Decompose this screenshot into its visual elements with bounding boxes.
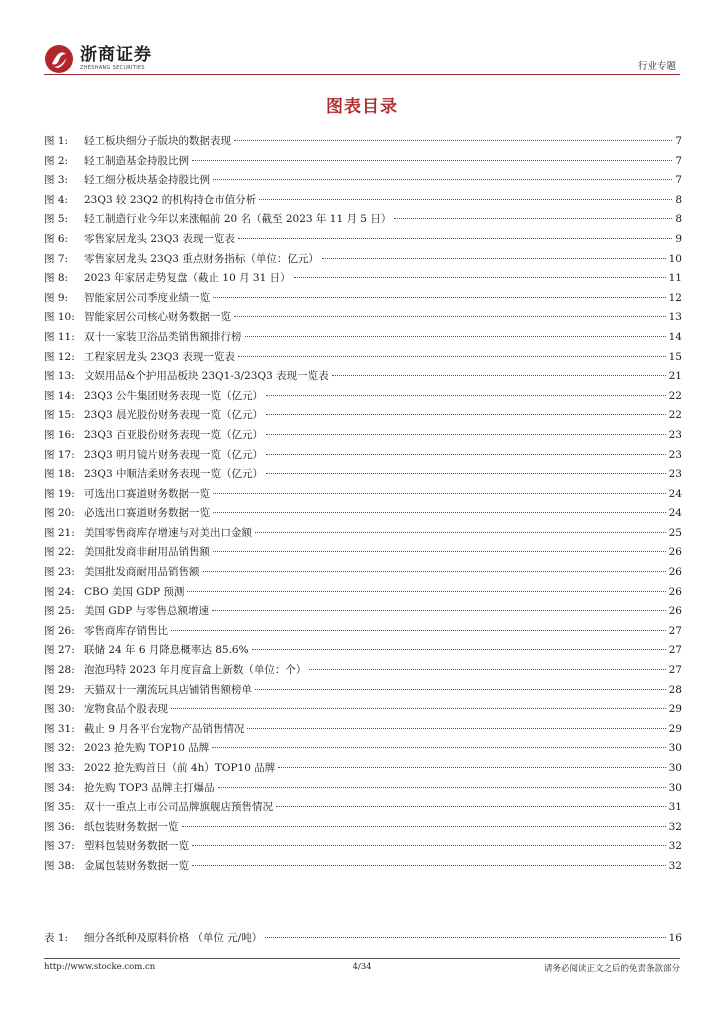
figure-page-number: 27 [668, 644, 682, 657]
figure-title: 零售商库存销售比 [84, 624, 168, 637]
table-title: 细分各纸种及原料价格 （单位 元/吨） [84, 932, 263, 944]
dot-leader [234, 316, 666, 317]
figure-title: 23Q3 百亚股份财务表现一览（亿元） [84, 428, 263, 441]
figure-entry[interactable] [44, 701, 682, 721]
figure-entry[interactable] [44, 819, 682, 839]
figure-title: 美国批发商耐用品销售额 [84, 566, 200, 579]
logo-english-name: ZHESHANG SECURITIES [80, 65, 145, 71]
dot-leader [192, 160, 672, 161]
table-entry[interactable] [44, 930, 682, 950]
dot-leader [212, 610, 666, 611]
figure-page-number: 27 [668, 624, 682, 637]
page-number: 4/34 [352, 962, 372, 972]
figure-page-number: 27 [668, 664, 682, 677]
figure-label: 图 14: [44, 389, 75, 402]
figure-title: 截止 9 月各平台宠物产品销售情况 [84, 722, 245, 735]
figure-title: 23Q3 晨光股份财务表现一览（亿元） [84, 409, 263, 422]
figure-page-number: 9 [675, 232, 682, 245]
figure-entry[interactable] [44, 721, 682, 741]
figure-title: 可选出口赛道财务数据一览 [84, 487, 210, 500]
figure-entry[interactable] [44, 427, 682, 447]
figure-label: 图 20: [44, 507, 75, 520]
figure-entry[interactable] [44, 447, 682, 467]
dot-leader [192, 865, 666, 866]
dot-leader [203, 571, 666, 572]
figure-label: 图 27: [44, 644, 75, 657]
figure-page-number: 23 [668, 448, 682, 461]
dot-leader [213, 179, 672, 180]
figure-page-number: 7 [675, 135, 682, 147]
figure-entry[interactable] [44, 153, 682, 173]
figure-label: 图 30: [44, 703, 75, 716]
figure-page-number: 23 [668, 468, 682, 481]
logo-chinese-name: 浙商证券 [80, 45, 152, 65]
figure-entry[interactable] [44, 760, 682, 780]
figure-title: 塑料包装财务数据一览 [84, 840, 189, 853]
figure-label: 图 17: [44, 448, 75, 461]
figure-label: 图 13: [44, 370, 75, 383]
figure-label: 图 12: [44, 350, 75, 363]
table-list [44, 930, 682, 950]
figure-entry[interactable] [44, 564, 682, 584]
figure-title: 天猫双十一潮流玩具店铺销售额榜单 [84, 683, 252, 696]
figure-label: 图 29: [44, 683, 75, 696]
figure-title: 双十一重点上市公司品牌旗舰店预售情况 [84, 801, 273, 814]
page-title: 图表目录 [326, 97, 398, 117]
figure-page-number: 26 [668, 546, 682, 559]
figure-title: 双十一家装卫浴品类销售额排行榜 [84, 330, 242, 343]
figure-entry[interactable] [44, 662, 682, 682]
dot-leader [238, 238, 672, 239]
figure-title: 美国批发商非耐用品销售额 [84, 546, 210, 559]
figure-entry[interactable] [44, 466, 682, 486]
figure-title: 轻工制造基金持股比例 [84, 154, 189, 167]
figure-label: 图 38: [44, 859, 75, 872]
figure-page-number: 30 [668, 781, 682, 794]
dot-leader [247, 728, 665, 729]
figure-entry[interactable] [44, 525, 682, 545]
figure-label: 图 34: [44, 781, 75, 794]
figure-page-number: 11 [668, 272, 682, 285]
figure-entry[interactable] [44, 642, 682, 662]
table-page-number: 16 [668, 932, 682, 944]
dot-leader [213, 512, 666, 513]
figure-entry[interactable] [44, 407, 682, 427]
figure-label: 图 36: [44, 820, 75, 833]
footer-divider [44, 958, 680, 959]
table-label: 表 1: [44, 932, 69, 944]
figure-page-number: 26 [668, 566, 682, 579]
figure-title: 轻工板块细分子版块的数据表现 [84, 135, 231, 147]
dot-leader [278, 767, 665, 768]
dot-leader [265, 937, 665, 938]
figure-label: 图 18: [44, 468, 75, 481]
figure-entry[interactable] [44, 349, 682, 369]
figure-label: 图 28: [44, 664, 75, 677]
figure-title: 美国零售商库存增速与对美出口金额 [84, 526, 252, 539]
dot-leader [238, 356, 666, 357]
figure-label: 图 6: [44, 232, 69, 245]
figure-label: 图 9: [44, 291, 69, 304]
figure-label: 图 7: [44, 252, 69, 265]
company-logo [44, 44, 152, 74]
zheshang-logo-icon [44, 44, 74, 74]
dot-leader [266, 473, 666, 474]
figure-page-number: 23 [668, 428, 682, 441]
dot-leader [255, 689, 666, 690]
dot-leader [276, 806, 666, 807]
figure-title: 抢先购 TOP3 品牌主打爆品 [84, 781, 215, 794]
figure-page-number: 7 [675, 174, 682, 187]
figure-title: 必选出口赛道财务数据一览 [84, 507, 210, 520]
figure-title: 轻工细分板块基金持股比例 [84, 174, 210, 187]
figure-entry[interactable] [44, 270, 682, 290]
figure-label: 图 16: [44, 428, 75, 441]
figure-label: 图 33: [44, 762, 75, 774]
figure-entry[interactable] [44, 682, 682, 702]
figure-label: 图 8: [44, 272, 69, 285]
dot-leader [252, 649, 666, 650]
dot-leader [266, 434, 666, 435]
figure-page-number: 31 [668, 801, 682, 814]
figure-title: 23Q3 中顺洁柔财务表现一览（亿元） [84, 468, 263, 481]
figure-title: 零售家居龙头 23Q3 表现一览表 [84, 232, 235, 245]
figure-label: 图 22: [44, 546, 75, 559]
figure-entry[interactable] [44, 858, 682, 878]
figure-entry[interactable] [44, 799, 682, 819]
figure-entry[interactable] [44, 231, 682, 251]
figure-title: CBO 美国 GDP 预测 [84, 585, 185, 598]
figure-entry[interactable] [44, 368, 682, 388]
figure-title: 美国 GDP 与零售总额增速 [84, 605, 210, 618]
figure-title: 零售家居龙头 23Q3 重点财务指标（单位：亿元） [84, 252, 319, 265]
figure-page-number: 14 [668, 330, 682, 343]
figure-title: 轻工制造行业今年以来涨幅前 20 名（截至 2023 年 11 月 5 日） [84, 213, 392, 226]
figure-entry[interactable] [44, 505, 682, 525]
figure-entry[interactable] [44, 603, 682, 623]
footer-disclaimer: 请务必阅读正文之后的免责条款部分 [543, 964, 680, 974]
figure-page-number: 10 [668, 252, 682, 265]
dot-leader [394, 218, 672, 219]
figure-entry[interactable] [44, 211, 682, 231]
figure-title: 2023 抢先购 TOP10 品牌 [84, 742, 210, 755]
figure-title: 23Q3 较 23Q2 的机构持仓市值分析 [84, 193, 257, 206]
header-divider [44, 74, 680, 75]
figure-entry[interactable] [44, 544, 682, 564]
dot-leader [255, 532, 666, 533]
figure-page-number: 24 [668, 507, 682, 520]
dot-leader [213, 297, 666, 298]
figure-label: 图 19: [44, 487, 75, 500]
figure-label: 图 25: [44, 605, 75, 618]
section-label: 行业专题 [637, 61, 676, 72]
dot-leader [213, 493, 666, 494]
figure-title: 2022 抢先购首日（前 4h）TOP10 品牌 [84, 762, 276, 774]
figure-page-number: 24 [668, 487, 682, 500]
figure-page-number: 32 [668, 820, 682, 833]
figure-label: 图 2: [44, 154, 69, 167]
figure-page-number: 30 [668, 742, 682, 755]
figure-title: 23Q3 公牛集团财务表现一览（亿元） [84, 389, 263, 402]
dot-leader [245, 336, 666, 337]
figure-label: 图 35: [44, 801, 75, 814]
dot-leader [322, 258, 666, 259]
dot-leader [266, 395, 666, 396]
figure-entry[interactable] [44, 251, 682, 271]
figure-title: 智能家居公司季度业绩一览 [84, 291, 210, 304]
figure-entry[interactable] [44, 584, 682, 604]
figure-page-number: 29 [668, 722, 682, 735]
figure-title: 宠物食品个股表现 [84, 703, 168, 716]
figure-entry[interactable] [44, 172, 682, 192]
figure-page-number: 26 [668, 605, 682, 618]
figure-label: 图 32: [44, 742, 75, 755]
dot-leader [218, 787, 666, 788]
figure-entry[interactable] [44, 740, 682, 760]
dot-leader [294, 277, 666, 278]
figure-page-number: 28 [668, 683, 682, 696]
figure-page-number: 26 [668, 585, 682, 598]
figure-page-number: 22 [668, 409, 682, 422]
figure-page-number: 7 [675, 154, 682, 167]
figure-title: 纸包装财务数据一览 [84, 820, 179, 833]
dot-leader [309, 669, 665, 670]
figure-title: 联储 24 年 6 月降息概率达 85.6% [84, 644, 249, 657]
figure-entry[interactable] [44, 780, 682, 800]
figure-page-number: 8 [675, 193, 682, 206]
figure-entry[interactable] [44, 309, 682, 329]
dot-leader [266, 414, 666, 415]
figure-page-number: 25 [668, 526, 682, 539]
dot-leader [171, 630, 666, 631]
figure-title: 金属包装财务数据一览 [84, 859, 189, 872]
figure-entry[interactable] [44, 838, 682, 858]
dot-leader [171, 708, 666, 709]
dot-leader [234, 140, 672, 141]
figure-entry[interactable] [44, 388, 682, 408]
figure-page-number: 15 [668, 350, 682, 363]
figure-page-number: 21 [668, 370, 682, 383]
figure-title: 智能家居公司核心财务数据一览 [84, 311, 231, 324]
figure-page-number: 32 [668, 840, 682, 853]
dot-leader [266, 454, 666, 455]
figure-label: 图 37: [44, 840, 75, 853]
figure-page-number: 12 [668, 291, 682, 304]
figure-page-number: 30 [668, 762, 682, 774]
footer-url-link[interactable]: http://www.stocke.com.cn [44, 962, 156, 972]
figure-page-number: 13 [668, 311, 682, 324]
figure-entry[interactable] [44, 623, 682, 643]
figure-entry[interactable] [44, 486, 682, 506]
dot-leader [212, 747, 665, 748]
page-header [0, 0, 724, 80]
figure-label: 图 3: [44, 174, 69, 187]
dot-leader [192, 845, 666, 846]
figure-label: 图 4: [44, 193, 69, 206]
figure-label: 图 26: [44, 624, 75, 637]
dot-leader [187, 591, 665, 592]
figure-label: 图 31: [44, 722, 75, 735]
dot-leader [332, 375, 666, 376]
figure-page-number: 22 [668, 389, 682, 402]
figure-list [44, 133, 682, 878]
dot-leader [259, 199, 672, 200]
figure-label: 图 11: [44, 330, 75, 343]
figure-label: 图 21: [44, 526, 75, 539]
figure-entry[interactable] [44, 133, 682, 153]
dot-leader [213, 551, 666, 552]
dot-leader [182, 826, 666, 827]
figure-page-number: 32 [668, 859, 682, 872]
figure-label: 图 10: [44, 311, 75, 324]
figure-label: 图 5: [44, 213, 69, 226]
figure-title: 2023 年家居走势复盘（截止 10 月 31 日） [84, 272, 291, 285]
figure-title: 工程家居龙头 23Q3 表现一览表 [84, 350, 235, 363]
figure-label: 图 1: [44, 135, 69, 147]
figure-entry[interactable] [44, 290, 682, 310]
figure-title: 文娱用品&个护用品板块 23Q1-3/23Q3 表现一览表 [84, 370, 329, 383]
figure-entry[interactable] [44, 192, 682, 212]
figure-page-number: 29 [668, 703, 682, 716]
figure-title: 23Q3 明月镜片财务表现一览（亿元） [84, 448, 263, 461]
figure-label: 图 15: [44, 409, 75, 422]
figure-entry[interactable] [44, 329, 682, 349]
figure-label: 图 23: [44, 566, 75, 579]
figure-label: 图 24: [44, 585, 75, 598]
figure-title: 泡泡玛特 2023 年月度盲盒上新数（单位：个） [84, 664, 307, 677]
figure-page-number: 8 [675, 213, 682, 226]
